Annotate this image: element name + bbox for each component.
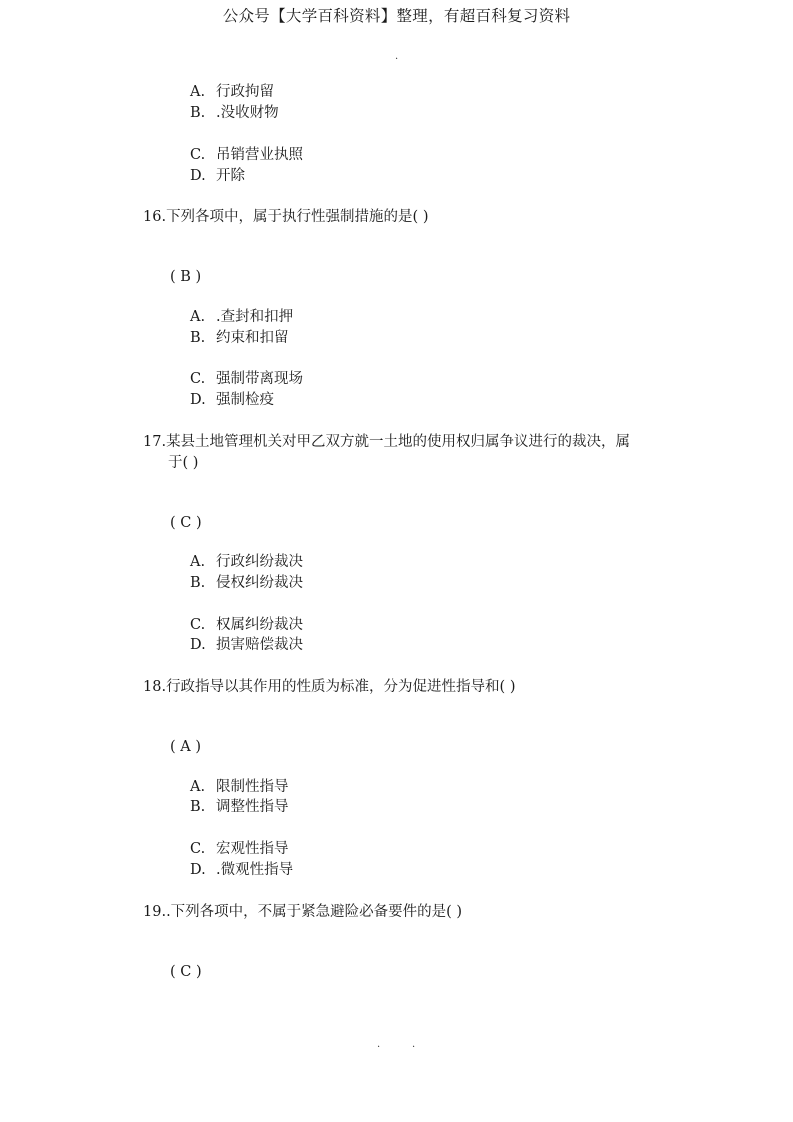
option-letter: C. bbox=[190, 147, 206, 163]
q18-option-a bbox=[190, 777, 289, 797]
question-number: 19. bbox=[143, 904, 167, 920]
q16-answer: ( B ) bbox=[170, 269, 202, 285]
q16-option-c bbox=[190, 369, 303, 389]
q16-option-a bbox=[190, 307, 293, 327]
question-number: 17. bbox=[143, 434, 167, 450]
option-text: .没收财物 bbox=[216, 105, 279, 121]
option-letter: B. bbox=[190, 575, 206, 591]
q19-stem bbox=[143, 902, 462, 922]
option-letter: D. bbox=[190, 392, 206, 408]
option-text: 限制性指导 bbox=[216, 779, 289, 795]
option-letter: B. bbox=[190, 799, 206, 815]
option-letter: C. bbox=[190, 841, 206, 857]
option-letter: B. bbox=[190, 105, 206, 121]
question-text: 行政指导以其作用的性质为标准，分为促进性指导和( ) bbox=[166, 679, 516, 695]
q17-stem-line1 bbox=[143, 432, 630, 452]
question-number: 18. bbox=[143, 679, 167, 695]
option-text: 开除 bbox=[216, 168, 245, 184]
q17-option-d bbox=[190, 635, 303, 655]
option-letter: C. bbox=[190, 617, 206, 633]
option-letter: D. bbox=[190, 862, 206, 878]
bottom-dot-left: . bbox=[377, 1039, 381, 1050]
q16-stem bbox=[143, 207, 428, 227]
q18-stem bbox=[143, 677, 515, 697]
q19-answer: ( C ) bbox=[170, 964, 202, 980]
q18-option-b bbox=[190, 797, 289, 817]
option-text: 行政纠纷裁决 bbox=[216, 554, 303, 570]
option-text: 强制检疫 bbox=[216, 392, 274, 408]
q17-answer: ( C ) bbox=[170, 515, 202, 531]
option-letter: D. bbox=[190, 168, 206, 184]
option-letter: A. bbox=[190, 84, 206, 100]
option-text: 强制带离现场 bbox=[216, 371, 303, 387]
option-text: .查封和扣押 bbox=[216, 309, 294, 325]
option-text: 损害赔偿裁决 bbox=[216, 637, 303, 653]
option-text: 调整性指导 bbox=[216, 799, 289, 815]
question-text: 某县土地管理机关对甲乙双方就一土地的使用权归属争议进行的裁决，属 bbox=[166, 434, 631, 450]
option-text: 吊销营业执照 bbox=[216, 147, 303, 163]
option-text: 宏观性指导 bbox=[216, 841, 289, 857]
option-text: 权属纠纷裁决 bbox=[216, 617, 303, 633]
bottom-dot-right: . bbox=[412, 1039, 416, 1050]
option-letter: D. bbox=[190, 637, 206, 653]
q15-option-a bbox=[190, 82, 274, 102]
option-text: 行政拘留 bbox=[216, 84, 274, 100]
q16-option-b bbox=[190, 328, 289, 348]
question-text: 下列各项中，属于执行性强制措施的是( ) bbox=[166, 209, 429, 225]
option-letter: A. bbox=[190, 309, 206, 325]
q17-option-a bbox=[190, 552, 303, 572]
q15-option-d bbox=[190, 166, 245, 186]
top-dot: . bbox=[395, 51, 399, 62]
q18-answer: ( A ) bbox=[170, 739, 202, 755]
question-number: 16. bbox=[143, 209, 167, 225]
option-letter: B. bbox=[190, 330, 206, 346]
q17-stem-line2: 于( ) bbox=[168, 455, 199, 471]
q15-option-b bbox=[190, 103, 279, 123]
option-letter: C. bbox=[190, 371, 206, 387]
q17-option-b bbox=[190, 573, 303, 593]
q15-option-c bbox=[190, 145, 303, 165]
page-header: 公众号【大学百科资料】整理，有超百科复习资料 bbox=[222, 7, 571, 25]
q17-option-c bbox=[190, 615, 303, 635]
option-letter: A. bbox=[190, 779, 206, 795]
q16-option-d bbox=[190, 390, 274, 410]
question-text: .下列各项中，不属于紧急避险必备要件的是( ) bbox=[166, 904, 463, 920]
q18-option-c bbox=[190, 839, 289, 859]
option-text: 侵权纠纷裁决 bbox=[216, 575, 303, 591]
option-letter: A. bbox=[190, 554, 206, 570]
option-text: 约束和扣留 bbox=[216, 330, 289, 346]
q18-option-d bbox=[190, 860, 293, 880]
option-text: .微观性指导 bbox=[216, 862, 294, 878]
